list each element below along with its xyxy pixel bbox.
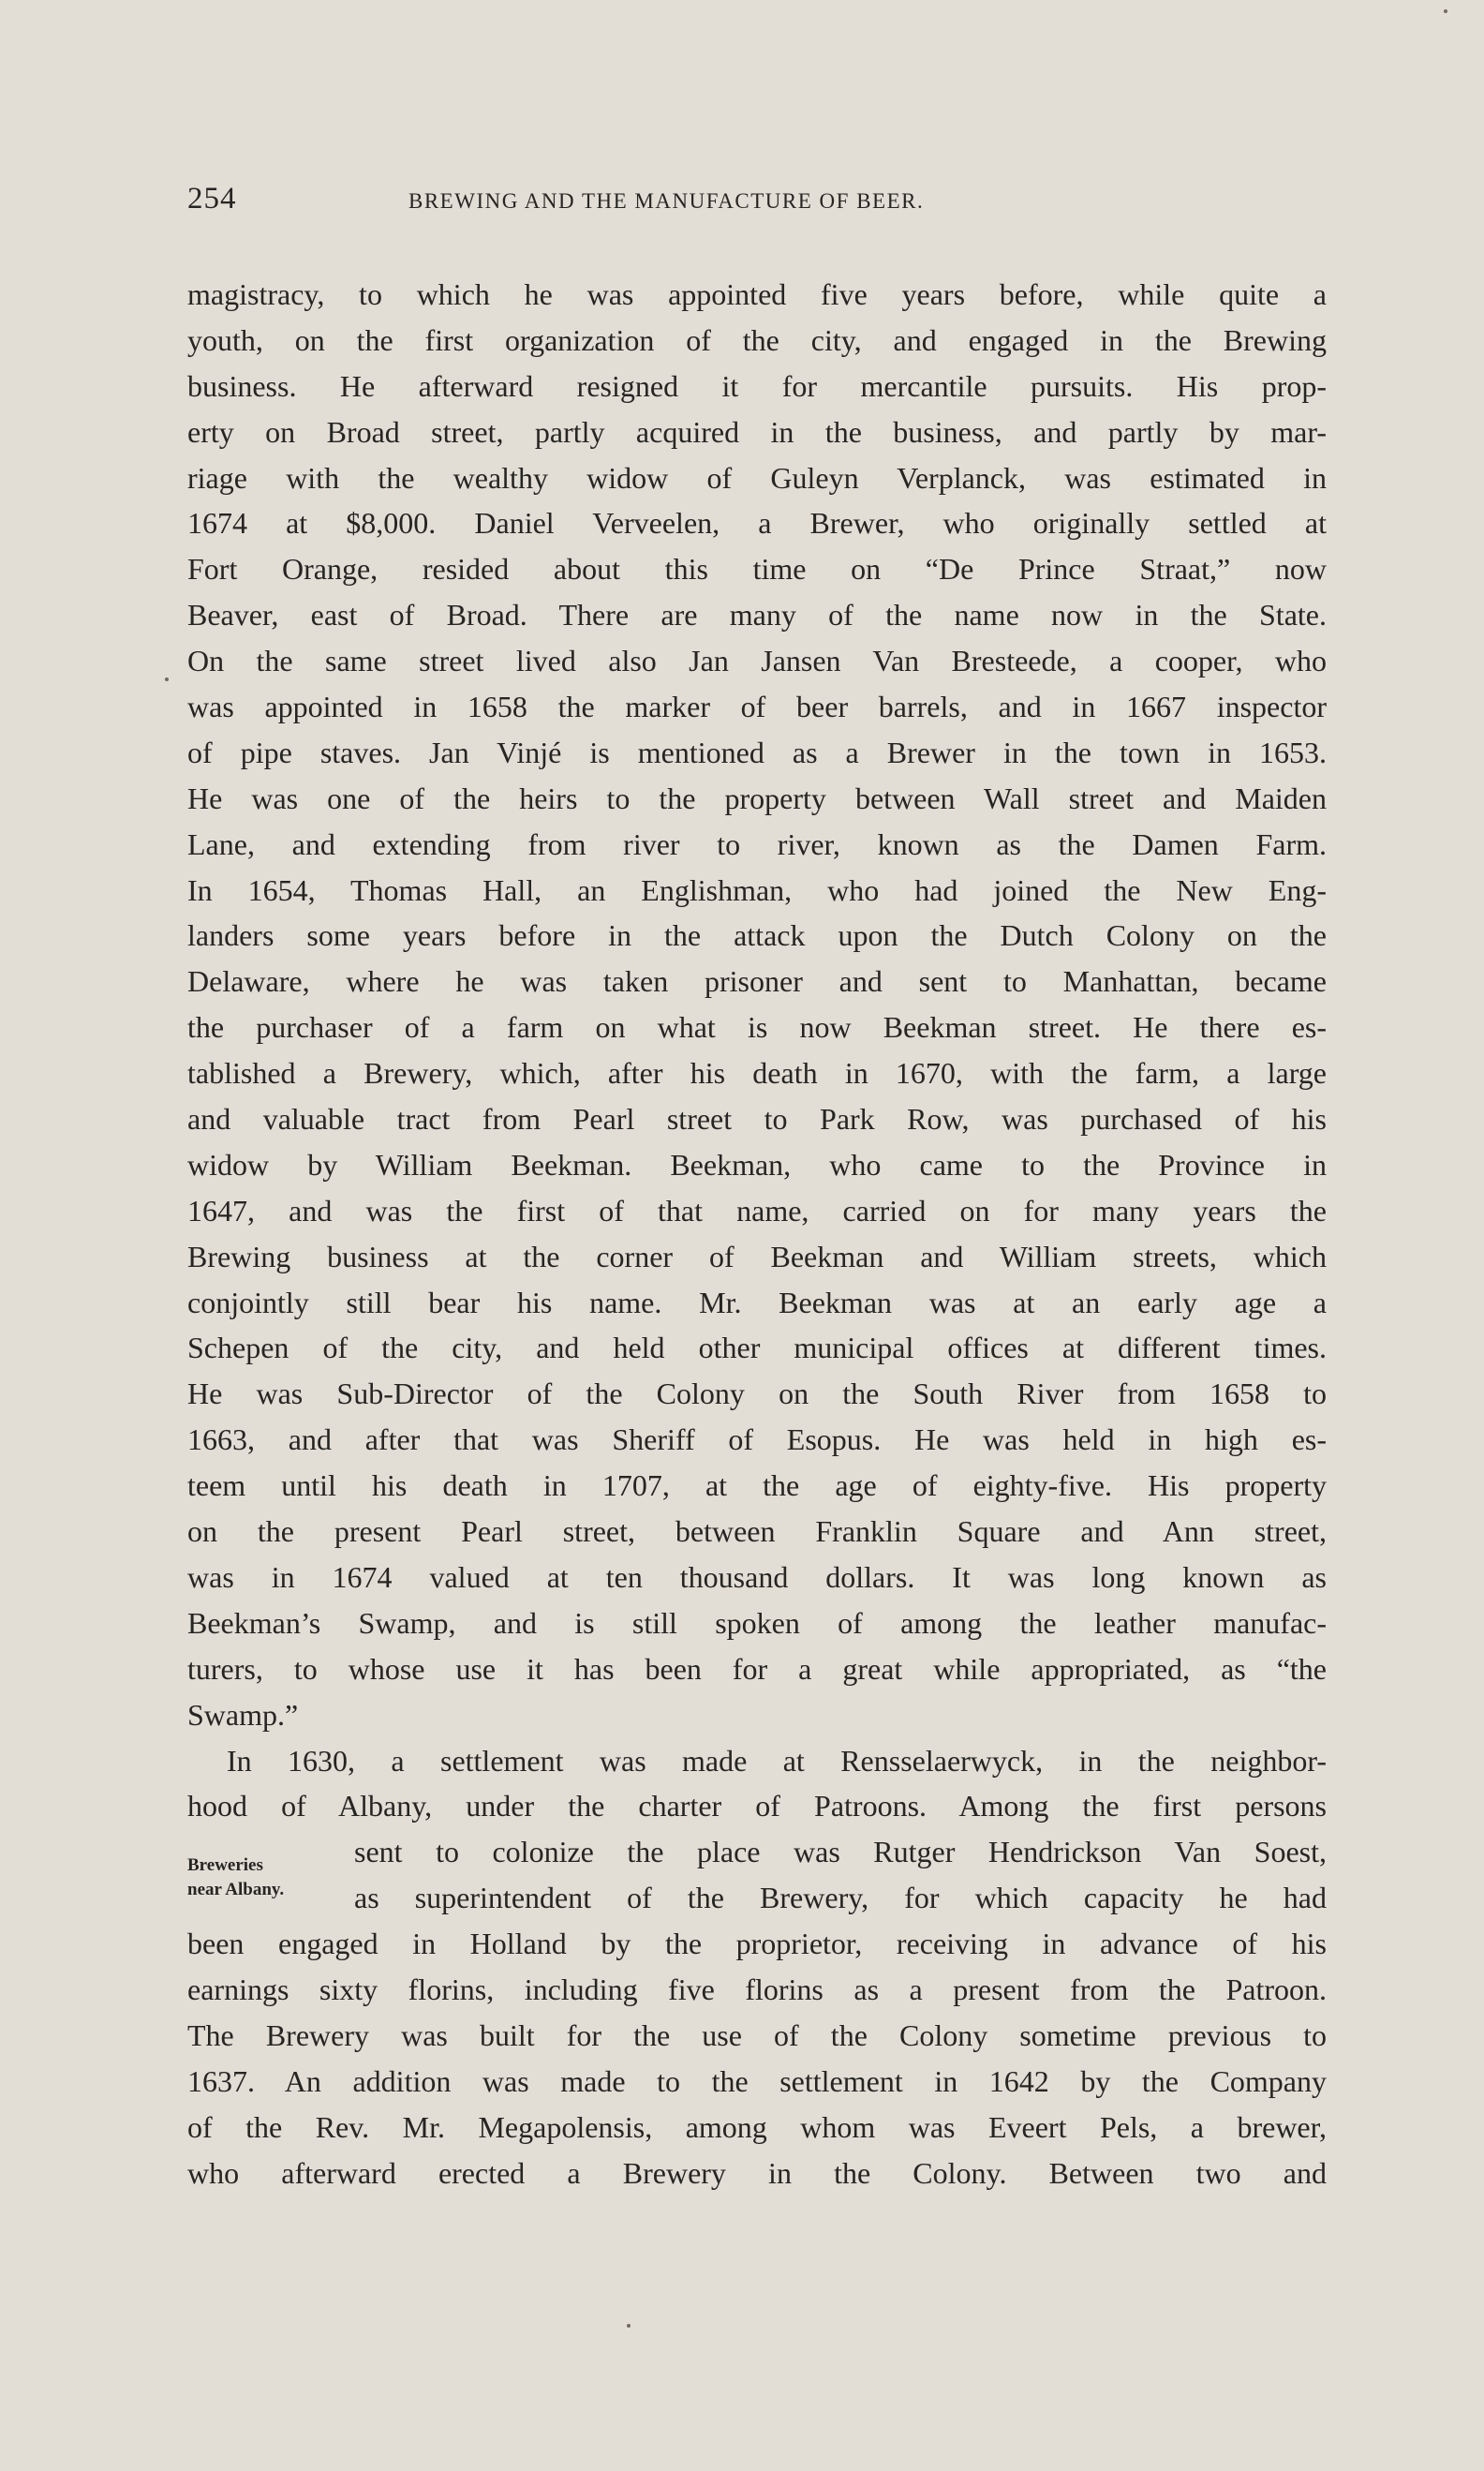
text-line: turers, to whose use it has been for a great while appropriated, as “the [187, 1651, 1327, 1686]
text-line: Brewing business at the corner of Beekman and William streets, which [187, 1239, 1327, 1273]
text-line: tablished a Brewery, which, after his death in 1670, with the farm, a large [187, 1056, 1327, 1091]
text-line: In 1654, Thomas Hall, an Englishman, who had joined the New Eng- [187, 872, 1327, 907]
text-line: was appointed in 1658 the marker of beer barrels, and in 1667 inspector [187, 690, 1327, 724]
text-line: 1663, and after that was Sheriff of Esopus. He was held in high es- [187, 1422, 1327, 1457]
paragraph-start-line: In 1630, a settlement was made at Rensselaerwyck, in the neighbor- [227, 1743, 1327, 1778]
text-line: of pipe staves. Jan Vinjé is mentioned as a Brewer in the town in 1653. [187, 735, 1327, 769]
text-line: He was one of the heirs to the property between Wall street and Maiden [187, 781, 1327, 815]
paper-speck [165, 677, 169, 681]
text-line: been engaged in Holland by the proprietor, receiving in advance of his [187, 1927, 1327, 1961]
text-line: hood of Albany, under the charter of Patroons. Among the first persons [187, 1789, 1327, 1823]
text-line: earnings sixty florins, including five florins as a present from the Patroon. [187, 1972, 1327, 2006]
text-line: on the present Pearl street, between Franklin Square and Ann street, [187, 1514, 1327, 1549]
text-line: teem until his death in 1707, at the age of eighty-five. His property [187, 1468, 1327, 1503]
text-line: who afterward erected a Brewery in the Colony. Between two and [187, 2155, 1327, 2190]
text-line: He was Sub-Director of the Colony on the South River from 1658 to [187, 1377, 1327, 1411]
text-line: youth, on the first organization of the city, and engaged in the Brewing [187, 322, 1327, 357]
text-line: 1647, and was the first of that name, carried on for many years the [187, 1193, 1327, 1228]
text-line: On the same street lived also Jan Jansen Van Bresteede, a cooper, who [187, 644, 1327, 678]
text-line: Lane, and extending from river to river, known as the Damen Farm. [187, 826, 1327, 861]
text-line: and valuable tract from Pearl street to Park Row, was purchased of his [187, 1102, 1327, 1137]
text-line: Delaware, where he was taken prisoner and sent to Manhattan, became [187, 964, 1327, 999]
margin-note [187, 1853, 284, 1902]
text-line: The Brewery was built for the use of the Colony sometime previous to [187, 2017, 1327, 2052]
text-line: landers some years before in the attack upon the Dutch Colony on the [187, 918, 1327, 953]
text-line: of the Rev. Mr. Megapolensis, among whom was Eveert Pels, a brewer, [187, 2109, 1327, 2144]
paragraph-end-line: Swamp.” [187, 1697, 299, 1732]
margin-note-line: Breweries [187, 1855, 263, 1875]
text-line: business. He afterward resigned it for mercantile pursuits. His prop- [187, 368, 1327, 403]
paper-speck [1444, 9, 1447, 13]
text-line: the purchaser of a farm on what is now Beekman street. He there es- [187, 1010, 1327, 1045]
text-line: was in 1674 valued at ten thousand dollars. It was long known as [187, 1559, 1327, 1594]
text-line: as superintendent of the Brewery, for which capacity he had [354, 1881, 1327, 1915]
page-header [187, 182, 1330, 223]
text-line: riage with the wealthy widow of Guleyn Verplanck, was estimated in [187, 460, 1327, 495]
text-line: Beaver, east of Broad. There are many of the name now in the State. [187, 598, 1327, 633]
text-line: Beekman’s Swamp, and is still spoken of among the leather manufac- [187, 1605, 1327, 1640]
running-head: BREWING AND THE MANUFACTURE OF BEER. [408, 189, 925, 213]
text-line: erty on Broad street, partly acquired in the business, and partly by mar- [187, 414, 1327, 449]
text-line: widow by William Beekman. Beekman, who came to the Province in [187, 1147, 1327, 1182]
body-text [187, 272, 1327, 2196]
text-line: 1674 at $8,000. Daniel Verveelen, a Brewer, who originally settled at [187, 506, 1327, 541]
paper-speck [627, 2324, 631, 2328]
text-line: magistracy, to which he was appointed five years before, while quite a [187, 277, 1327, 311]
text-line: Fort Orange, resided about this time on “De Prince Straat,” now [187, 552, 1327, 587]
page-number: 254 [187, 182, 237, 216]
text-line: 1637. An addition was made to the settlement in 1642 by the Company [187, 2063, 1327, 2098]
text-line: Schepen of the city, and held other municipal offices at different times. [187, 1331, 1327, 1365]
text-line: sent to colonize the place was Rutger Hendrickson Van Soest, [354, 1835, 1327, 1869]
margin-note-line: near Albany. [187, 1880, 285, 1899]
text-line: conjointly still bear his name. Mr. Beekman was at an early age a [187, 1285, 1327, 1319]
